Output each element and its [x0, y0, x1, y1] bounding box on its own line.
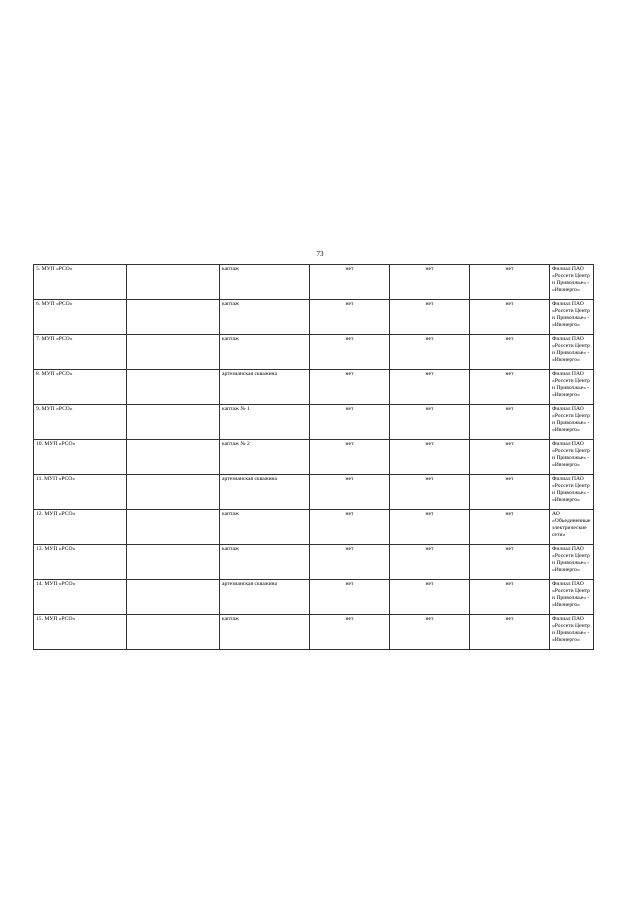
- cell-name: 10. МУП «РСО»: [34, 440, 127, 475]
- table-row: [34, 475, 594, 510]
- cell-col5: нет: [390, 440, 470, 475]
- table-row: [34, 405, 594, 440]
- cell-col4: нет: [310, 335, 390, 370]
- cell-provider: Филиал ПАО «Россети Центр и Приволжье» - «Ивэнерго»: [550, 335, 594, 370]
- cell-provider: Филиал ПАО «Россети Центр и Приволжье» - «Ивэнерго»: [550, 615, 594, 650]
- table-row: [34, 335, 594, 370]
- cell-col5: нет: [390, 545, 470, 580]
- cell-col4: нет: [310, 475, 390, 510]
- cell-name: 15. МУП «РСО»: [34, 615, 127, 650]
- cell-col6: нет: [470, 440, 550, 475]
- cell-provider: Филиал ПАО «Россети Центр и Приволжье» - «Ивэнерго»: [550, 405, 594, 440]
- cell-provider: АО «Объединенные электрические сети»: [550, 510, 594, 545]
- page-number: 73: [316, 250, 324, 258]
- cell-name: 11. МУП «РСО»: [34, 475, 127, 510]
- cell-source: каптаж: [220, 265, 310, 300]
- cell-col4: нет: [310, 545, 390, 580]
- cell-col4: нет: [310, 580, 390, 615]
- table-row: [34, 265, 594, 300]
- cell-col4: нет: [310, 510, 390, 545]
- cell-source: артезианская скважина: [220, 370, 310, 405]
- cell-col6: нет: [470, 300, 550, 335]
- cell-name: 9. МУП «РСО»: [34, 405, 127, 440]
- cell-col6: нет: [470, 265, 550, 300]
- table-row: [34, 300, 594, 335]
- cell-col5: нет: [390, 370, 470, 405]
- cell-name: 6. МУП «РСО»: [34, 300, 127, 335]
- cell-col6: нет: [470, 335, 550, 370]
- cell-name: 8. МУП «РСО»: [34, 370, 127, 405]
- cell-empty: [127, 615, 220, 650]
- cell-empty: [127, 475, 220, 510]
- cell-provider: Филиал ПАО «Россети Центр и Приволжье» - «Ивэнерго»: [550, 545, 594, 580]
- cell-col4: нет: [310, 370, 390, 405]
- cell-source: артезианская скважина: [220, 580, 310, 615]
- cell-empty: [127, 440, 220, 475]
- cell-source: каптаж № 2: [220, 440, 310, 475]
- cell-empty: [127, 265, 220, 300]
- cell-name: 14. МУП «РСО»: [34, 580, 127, 615]
- table-row: [34, 510, 594, 545]
- cell-col6: нет: [470, 370, 550, 405]
- cell-col4: нет: [310, 615, 390, 650]
- cell-provider: Филиал ПАО «Россети Центр и Приволжье» - «Ивэнерго»: [550, 265, 594, 300]
- cell-empty: [127, 545, 220, 580]
- cell-source: каптаж: [220, 335, 310, 370]
- cell-col4: нет: [310, 440, 390, 475]
- cell-col5: нет: [390, 265, 470, 300]
- cell-empty: [127, 335, 220, 370]
- cell-provider: Филиал ПАО «Россети Центр и Приволжье» - «Ивэнерго»: [550, 300, 594, 335]
- cell-source: каптаж: [220, 615, 310, 650]
- table-row: [34, 545, 594, 580]
- cell-name: 13. МУП «РСО»: [34, 545, 127, 580]
- cell-source: каптаж № 1: [220, 405, 310, 440]
- cell-col5: нет: [390, 615, 470, 650]
- cell-provider: Филиал ПАО «Россети Центр и Приволжье» - «Ивэнерго»: [550, 580, 594, 615]
- cell-empty: [127, 370, 220, 405]
- cell-source: каптаж: [220, 300, 310, 335]
- cell-col5: нет: [390, 300, 470, 335]
- cell-col4: нет: [310, 265, 390, 300]
- cell-name: 5. МУП «РСО»: [34, 265, 127, 300]
- cell-empty: [127, 510, 220, 545]
- cell-source: каптаж: [220, 510, 310, 545]
- cell-col4: нет: [310, 300, 390, 335]
- cell-provider: Филиал ПАО «Россети Центр и Приволжье» - «Ивэнерго»: [550, 370, 594, 405]
- cell-col6: нет: [470, 580, 550, 615]
- data-table: [33, 264, 594, 650]
- cell-name: 7. МУП «РСО»: [34, 335, 127, 370]
- table-row: [34, 580, 594, 615]
- cell-col5: нет: [390, 335, 470, 370]
- cell-source: каптаж: [220, 545, 310, 580]
- cell-col5: нет: [390, 580, 470, 615]
- cell-col5: нет: [390, 510, 470, 545]
- cell-empty: [127, 405, 220, 440]
- table-body: [34, 265, 594, 650]
- table-row: [34, 370, 594, 405]
- cell-col6: нет: [470, 545, 550, 580]
- cell-col5: нет: [390, 475, 470, 510]
- cell-provider: Филиал ПАО «Россети Центр и Приволжье» - «Ивэнерго»: [550, 440, 594, 475]
- table-row: [34, 615, 594, 650]
- cell-empty: [127, 300, 220, 335]
- cell-col5: нет: [390, 405, 470, 440]
- cell-col6: нет: [470, 615, 550, 650]
- table-row: [34, 440, 594, 475]
- cell-col4: нет: [310, 405, 390, 440]
- cell-provider: Филиал ПАО «Россети Центр и Приволжье» - «Ивэнерго»: [550, 475, 594, 510]
- cell-col6: нет: [470, 510, 550, 545]
- cell-source: артезианская скважина: [220, 475, 310, 510]
- cell-empty: [127, 580, 220, 615]
- cell-col6: нет: [470, 475, 550, 510]
- cell-name: 12. МУП «РСО»: [34, 510, 127, 545]
- cell-col6: нет: [470, 405, 550, 440]
